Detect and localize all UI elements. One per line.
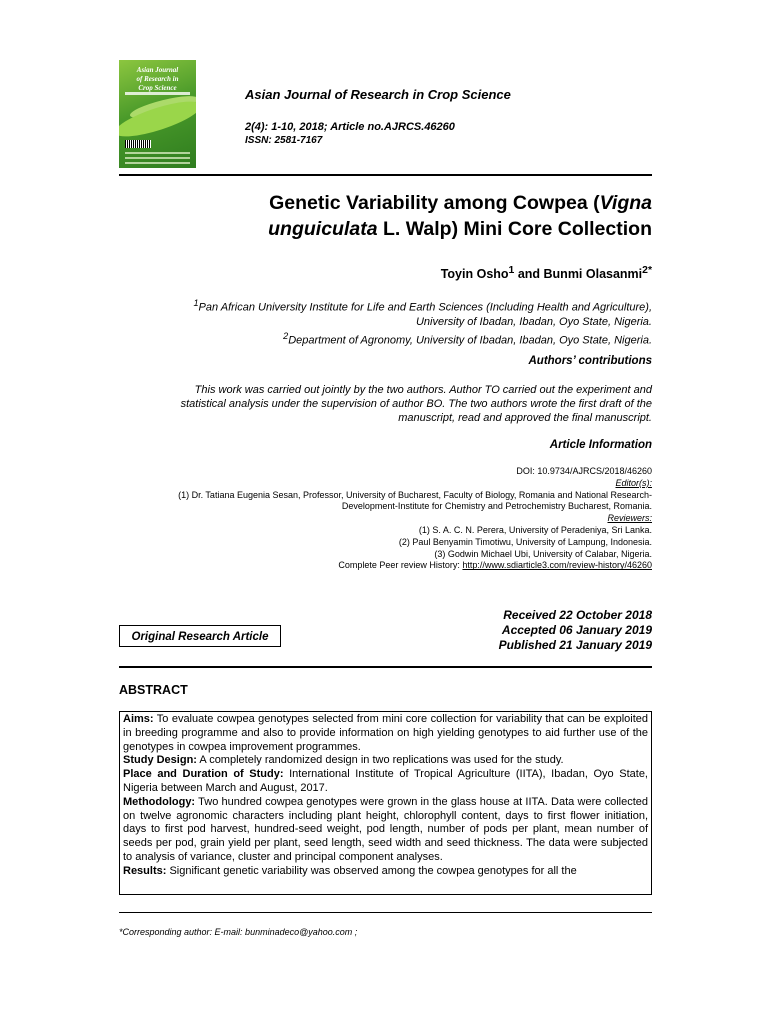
journal-name: Asian Journal of Research in Crop Science — [245, 87, 511, 102]
corresponding-author: *Corresponding author: E-mail: bunminadeco@yahoo.com ; — [119, 927, 358, 937]
reviewer-item: (1) S. A. C. N. Perera, University of Peradeniya, Sri Lanka. — [418, 524, 652, 535]
reviewers-label: Reviewers: — [607, 513, 652, 524]
accepted-date: Accepted 06 January 2019 — [501, 623, 652, 637]
article-type-badge: Original Research Article — [119, 625, 281, 647]
journal-volume: 2(4): 1-10, 2018; Article no.AJRCS.46260 — [245, 121, 455, 133]
abstract-study-design: Study Design: A completely randomized design in two replications was used for the study. — [123, 754, 564, 767]
author-list: Toyin Osho$^1$ and Bunmi Olasanmi$^{2*}$ — [440, 265, 652, 282]
abstract-place-duration: Place and Duration of Study: International Institute of Tropical Agriculture (IITA), Ibadan, Oyo State, Nigeria between March and August, 2017. — [123, 768, 648, 794]
journal-issn: ISSN: 2581-7167 — [245, 135, 323, 146]
received-date: Received 22 October 2018 — [503, 608, 652, 622]
article-title: Genetic Variability among Cowpea (Vigna unguiculata L. Walp) Mini Core Collection — [268, 192, 652, 240]
abstract-heading: ABSTRACT — [119, 683, 188, 697]
contributions-text: This work was carried out jointly by the two authors. Author TO carried out the experiment and statistical analysis under the supervision of author BO. The two authors wrote the first draft of the manuscript, read and approved the final manuscript. — [180, 384, 652, 424]
published-date: Published 21 January 2019 — [498, 638, 652, 652]
abstract-aims: Aims: To evaluate cowpea genotypes selected from mini core collection for variability that can be exploited in breeding programme and also to provide information on high yielding genotypes to aid further use of the genotypes in cowpea improvement programmes. — [123, 713, 648, 753]
review-history-link[interactable]: http://www.sdiarticle3.com/review-history/46260 — [462, 560, 652, 571]
abstract-methodology: Methodology: Two hundred cowpea genotypes were grown in the glass house at IITA. Data were collected on twelve agronomic characters including plant height, chlorophyll content, days to first flower initiation, days to first pod harvest, hundred-seed weight, pod length, number of pods per plant, mean number of seeds per pod, grain yield per plant, seed length, seed width and seed thickness. The data were subjected to analysis of variance, cluster and principal component analyses. — [123, 795, 648, 863]
abstract-divider — [119, 666, 652, 668]
reviewer-item: (2) Paul Benyamin Timotiwu, University of Lampung, Indonesia. — [398, 536, 652, 547]
abstract-box — [119, 711, 652, 895]
contributions-heading: Authors’ contributions — [528, 355, 652, 367]
header-divider — [119, 174, 652, 176]
publication-dates — [400, 608, 652, 653]
abstract-results: Results: Significant genetic variability was observed among the cowpea genotypes for all the — [123, 864, 577, 877]
article-info-heading: Article Information — [549, 439, 652, 451]
affiliations: $^1$Pan African University Institute for Life and Earth Sciences (Including Health and Agriculture), University of Ibadan, Ibadan, Oyo State, Nigeria. $^2$Department of Agronomy, University of Ibadan, Ibadan, Oyo State, Nigeria. — [193, 298, 652, 347]
cover-title: Asian Journal of Research in Crop Science — [136, 66, 179, 92]
barcode-icon — [125, 140, 151, 148]
journal-cover-image — [119, 60, 196, 168]
editors-label: Editor(s): — [615, 477, 652, 488]
article-info: DOI: 10.9734/AJRCS/2018/46260 Editor(s): (1) Dr. Tatiana Eugenia Sesan, Professor, University of Bucharest, Faculty of Biology, Romania and National Research- Development-Institute for Chemistry and Petrochemistry Bucharest, Romania. Reviewers: (1) S. A. C. N. Perera, University of Peradeniya, Sri Lanka. (2) Paul Benyamin Timotiwu, University of Lampung, Indonesia. (3) Godwin Michael Ubi, University of Calabar, Nigeria. Complete Peer review History: http://www.sdiarticle3.com/review-history/46260 — [178, 466, 652, 571]
doi: DOI: 10.9734/AJRCS/2018/46260 — [516, 466, 652, 476]
reviewer-item: (3) Godwin Michael Ubi, University of Calabar, Nigeria. — [434, 548, 652, 559]
footnote-divider — [119, 912, 652, 913]
